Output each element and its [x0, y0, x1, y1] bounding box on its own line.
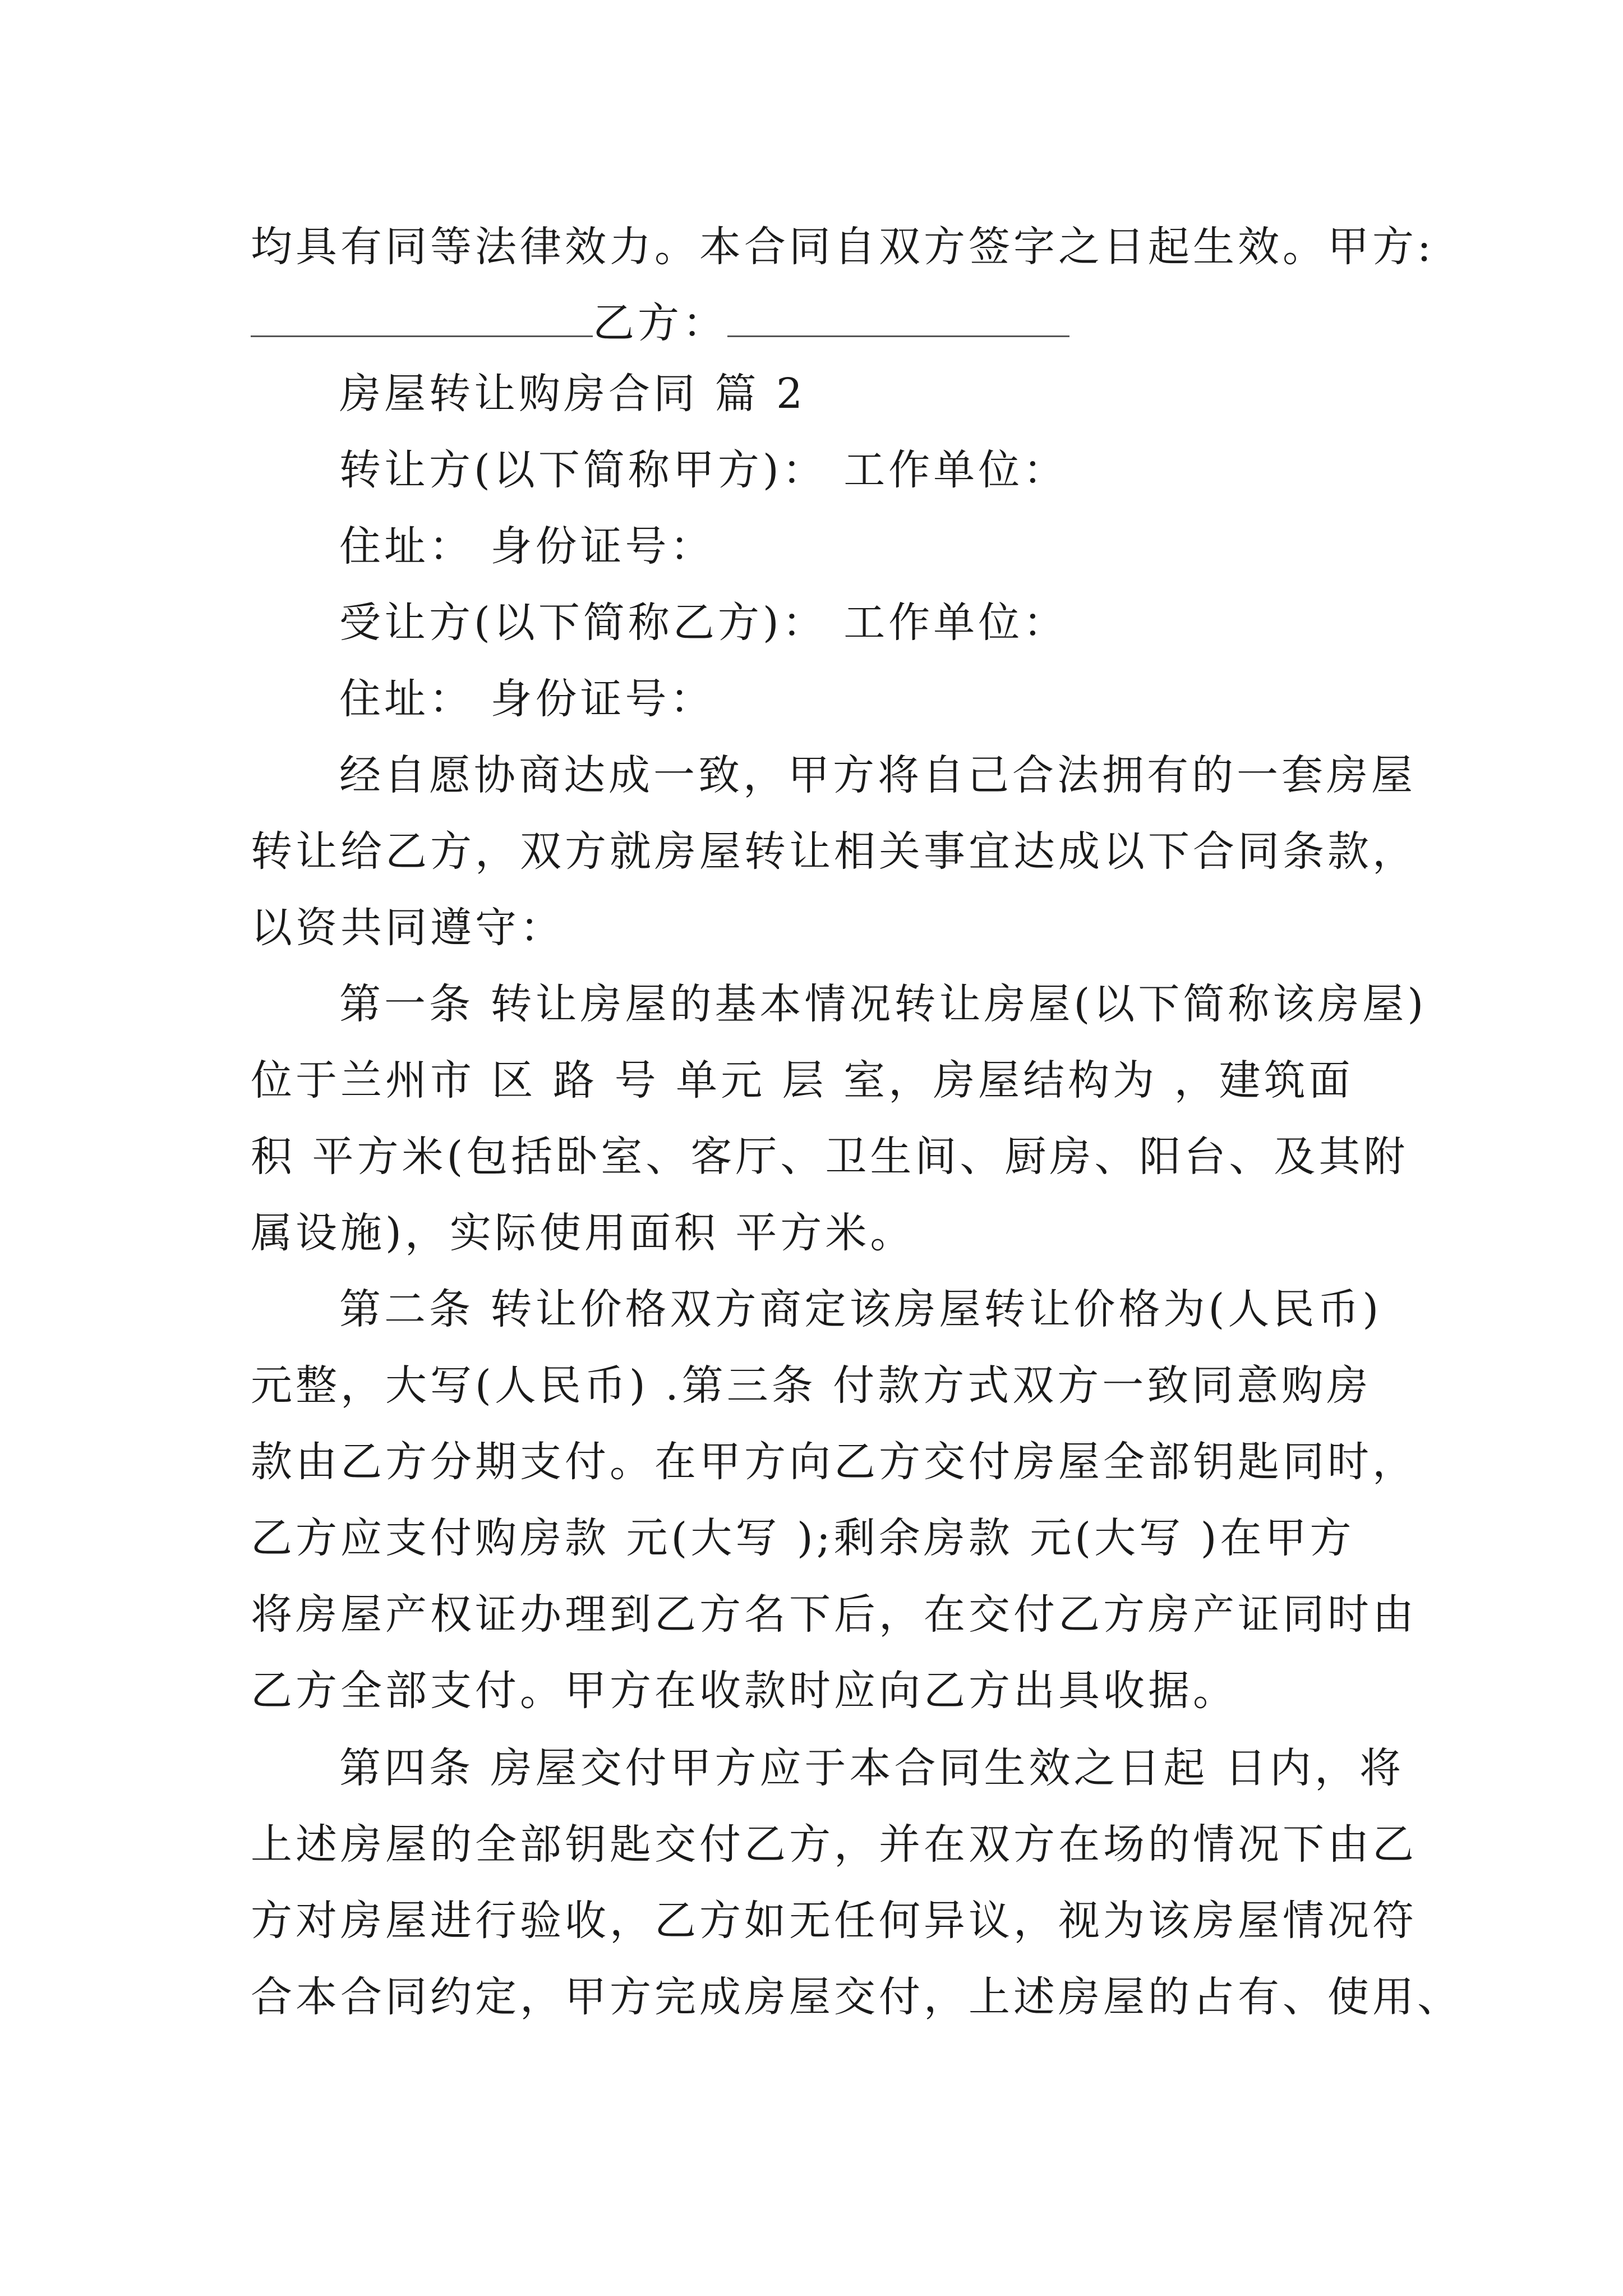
paragraph-line: 第二条 转让价格双方商定该房屋转让价格为(人民币) — [339, 1285, 1382, 1333]
signature-line — [251, 285, 1395, 361]
article-4 — [251, 1730, 1462, 2035]
transferor-address-line: 住址： 身份证号： — [339, 522, 715, 570]
paragraph-line: 第一条 转让房屋的基本情况转让房屋(以下简称该房屋) — [339, 980, 1427, 1028]
paragraph-line: 积 平方米(包括卧室、客厅、卫生间、厨房、阳台、及其附 — [251, 1133, 1409, 1181]
paragraph-line: 款由乙方分期支付。在甲方向乙方交付房屋全部钥匙同时， — [251, 1438, 1417, 1486]
section-title: 房屋转让购房合同 篇 2 — [339, 370, 806, 418]
transferee-line: 受让方(以下简称乙方)： 工作单位： — [339, 599, 1068, 647]
signature-row — [251, 285, 1395, 361]
effect-clause-line: 均具有同等法律效力。本合同自双方签字之日起生效。甲方: — [251, 223, 1435, 271]
transferee-address-line: 住址： 身份证号： — [339, 675, 715, 723]
paragraph-line: 第四条 房屋交付甲方应于本合同生效之日起 日内，将 — [339, 1744, 1405, 1792]
party-b-signature-blank — [727, 293, 1069, 337]
paragraph-line: 元整，大写(人民币) .第三条 付款方式双方一致同意购房 — [251, 1361, 1372, 1410]
paragraph-line: 乙方全部支付。甲方在收款时应向乙方出具收据。 — [251, 1667, 1238, 1715]
paragraph-line: 将房屋产权证办理到乙方名下后，在交付乙方房产证同时由 — [251, 1590, 1417, 1639]
top-line — [251, 209, 1435, 285]
article-1 — [251, 966, 1427, 1271]
intro-paragraph — [251, 737, 1417, 966]
section-title-block — [251, 356, 1395, 737]
paragraph-line: 以资共同遵守： — [251, 904, 565, 952]
paragraph-line: 合本合同约定，甲方完成房屋交付，上述房屋的占有、使用、 — [251, 1973, 1462, 2021]
party-b-label: 乙方： — [593, 299, 727, 347]
paragraph-line: 乙方应支付购房款 元(大写 );剩余房款 元(大写 )在甲方 — [251, 1514, 1355, 1562]
paragraph-line: 属设施)，实际使用面积 平方米。 — [251, 1209, 915, 1257]
paragraph-line: 转让给乙方，双方就房屋转让相关事宜达成以下合同条款， — [251, 827, 1417, 876]
transferor-line: 转让方(以下简称甲方)： 工作单位： — [339, 446, 1068, 494]
paragraph-line: 上述房屋的全部钥匙交付乙方，并在双方在场的情况下由乙 — [251, 1820, 1417, 1869]
party-a-signature-blank — [251, 293, 593, 337]
paragraph-line: 位于兰州市 区 路 号 单元 层 室，房屋结构为 ，建筑面 — [251, 1056, 1354, 1105]
paragraph-line: 方对房屋进行验收，乙方如无任何异议，视为该房屋情况符 — [251, 1897, 1417, 1945]
article-2-3 — [251, 1271, 1417, 1729]
paragraph-line: 经自愿协商达成一致，甲方将自己合法拥有的一套房屋 — [339, 751, 1416, 799]
